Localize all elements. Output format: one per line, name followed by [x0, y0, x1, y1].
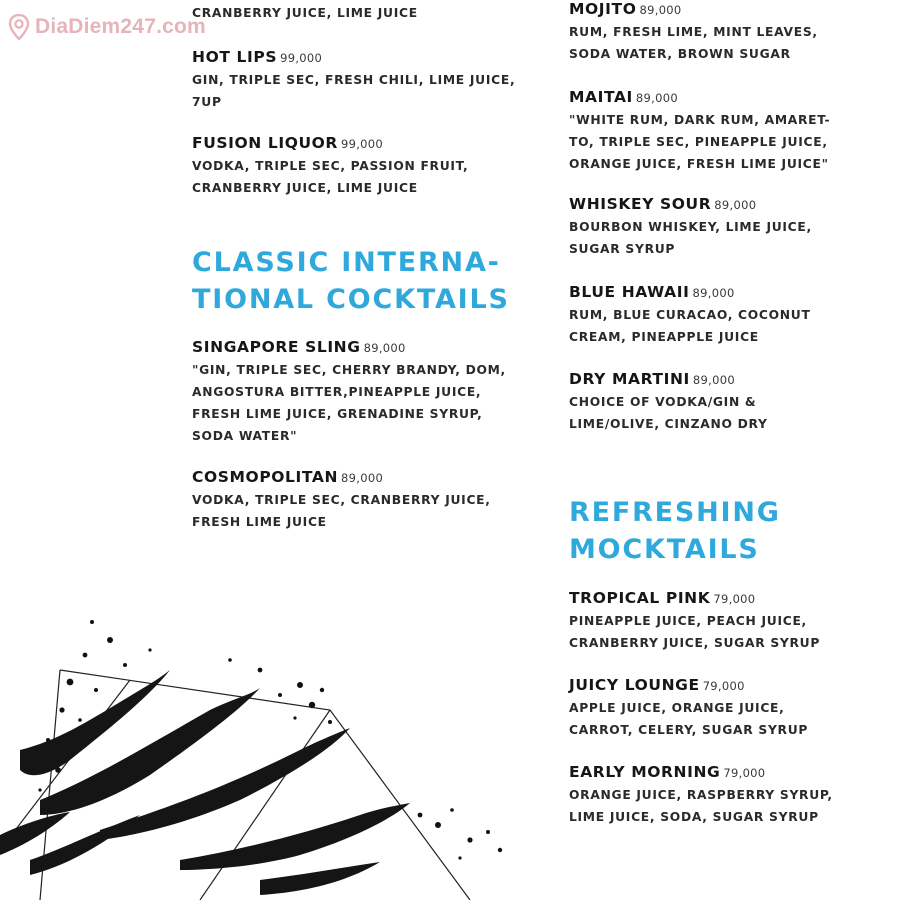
item-price: 89,000 — [341, 471, 384, 485]
item-description: BOURBON WHISKEY, LIME JUICE, SUGAR SYRUP — [569, 220, 812, 256]
item-price: 79,000 — [713, 592, 756, 606]
item-name — [192, 466, 542, 489]
item-title: MOJITO — [569, 0, 637, 18]
menu-item-dry-martini — [569, 368, 900, 435]
menu-item-hot-lips — [192, 46, 542, 113]
map-pin-icon — [8, 14, 30, 40]
item-description: "WHITE RUM, DARK RUM, AMARET- TO, TRIPLE SEC, PINEAPPLE JUICE, ORANGE JUICE, FRESH LIME JUICE" — [569, 113, 831, 171]
menu-item-blue-hawaii — [569, 281, 900, 348]
item-price: 79,000 — [723, 766, 766, 780]
item-title: EARLY MORNING — [569, 763, 721, 781]
item-name — [569, 281, 900, 304]
item-price: 89,000 — [714, 198, 757, 212]
item-name — [569, 368, 900, 391]
cocktail-ink-splash-illustration — [0, 600, 520, 900]
item-name — [192, 132, 542, 155]
section-heading-classic-cocktails: CLASSIC INTERNA- TIONAL COCKTAILS — [192, 247, 510, 315]
item-name — [569, 0, 900, 21]
item-title: WHISKEY SOUR — [569, 195, 712, 213]
item-name — [569, 86, 900, 109]
item-title: HOT LIPS — [192, 48, 278, 66]
menu-item-cosmopolitan — [192, 466, 542, 533]
item-description: CHOICE OF VODKA/GIN & LIME/OLIVE, CINZANO DRY — [569, 395, 768, 431]
menu-item-early-morning — [569, 761, 900, 828]
item-title: TROPICAL PINK — [569, 589, 711, 607]
item-title: COSMOPOLITAN — [192, 468, 339, 486]
item-name — [192, 336, 542, 359]
item-description: APPLE JUICE, ORANGE JUICE, CARROT, CELERY, SUGAR SYRUP — [569, 701, 809, 737]
item-title: FUSION LIQUOR — [192, 134, 338, 152]
item-price: 79,000 — [702, 679, 745, 693]
item-title: JUICY LOUNGE — [569, 676, 700, 694]
item-description: VODKA, TRIPLE SEC, PASSION FRUIT, CRANBERRY JUICE, LIME JUICE — [192, 159, 469, 195]
menu-item-maitai — [569, 86, 900, 175]
item-name — [569, 587, 900, 610]
item-description: VODKA, TRIPLE SEC, CRANBERRY JUICE, FRESH LIME JUICE — [192, 493, 491, 529]
item-name — [569, 761, 900, 784]
item-price: 99,000 — [340, 137, 384, 151]
item-description: RUM, FRESH LIME, MINT LEAVES, SODA WATER, BROWN SUGAR — [569, 25, 818, 61]
item-price: 89,000 — [692, 373, 735, 387]
menu-item-singapore-sling — [192, 336, 542, 447]
menu-item-tropical-pink — [569, 587, 900, 654]
item-description: PINEAPPLE JUICE, PEACH JUICE, CRANBERRY JUICE, SUGAR SYRUP — [569, 614, 821, 650]
menu-item-mojito — [569, 0, 900, 65]
item-price: 99,000 — [280, 51, 323, 65]
item-description: "GIN, TRIPLE SEC, CHERRY BRANDY, DOM, ANGOSTURA BITTER,PINEAPPLE JUICE, FRESH LIME JUICE, GRENADINE SYRUP, SODA WATER" — [192, 363, 506, 443]
item-price: 89,000 — [635, 91, 678, 105]
item-price: 89,000 — [639, 3, 682, 17]
watermark-text: DiaDiem247.com — [35, 15, 206, 38]
item-price: 89,000 — [363, 341, 406, 355]
item-description: RUM, BLUE CURACAO, COCONUT CREAM, PINEAPPLE JUICE — [569, 308, 811, 344]
item-description: GIN, TRIPLE SEC, FRESH CHILI, LIME JUICE, 7UP — [192, 73, 516, 109]
menu-item-whiskey-sour — [569, 193, 900, 260]
watermark — [8, 12, 206, 42]
item-name — [569, 674, 900, 697]
item-title: BLUE HAWAII — [569, 283, 690, 301]
item-name — [192, 46, 542, 69]
section-heading-mocktails: REFRESHING MOCKTAILS — [569, 497, 781, 565]
item-description: ORANGE JUICE, RASPBERRY SYRUP, LIME JUICE, SODA, SUGAR SYRUP — [569, 788, 833, 824]
top-fragment: CRANBERRY JUICE, LIME JUICE — [192, 6, 418, 20]
item-title: DRY MARTINI — [569, 370, 690, 388]
menu-item-fusion-liquor — [192, 132, 542, 199]
item-title: MAITAI — [569, 88, 633, 106]
item-name — [569, 193, 900, 216]
item-title: SINGAPORE SLING — [192, 338, 361, 356]
menu-item-juicy-lounge — [569, 674, 900, 741]
item-price: 89,000 — [692, 286, 735, 300]
